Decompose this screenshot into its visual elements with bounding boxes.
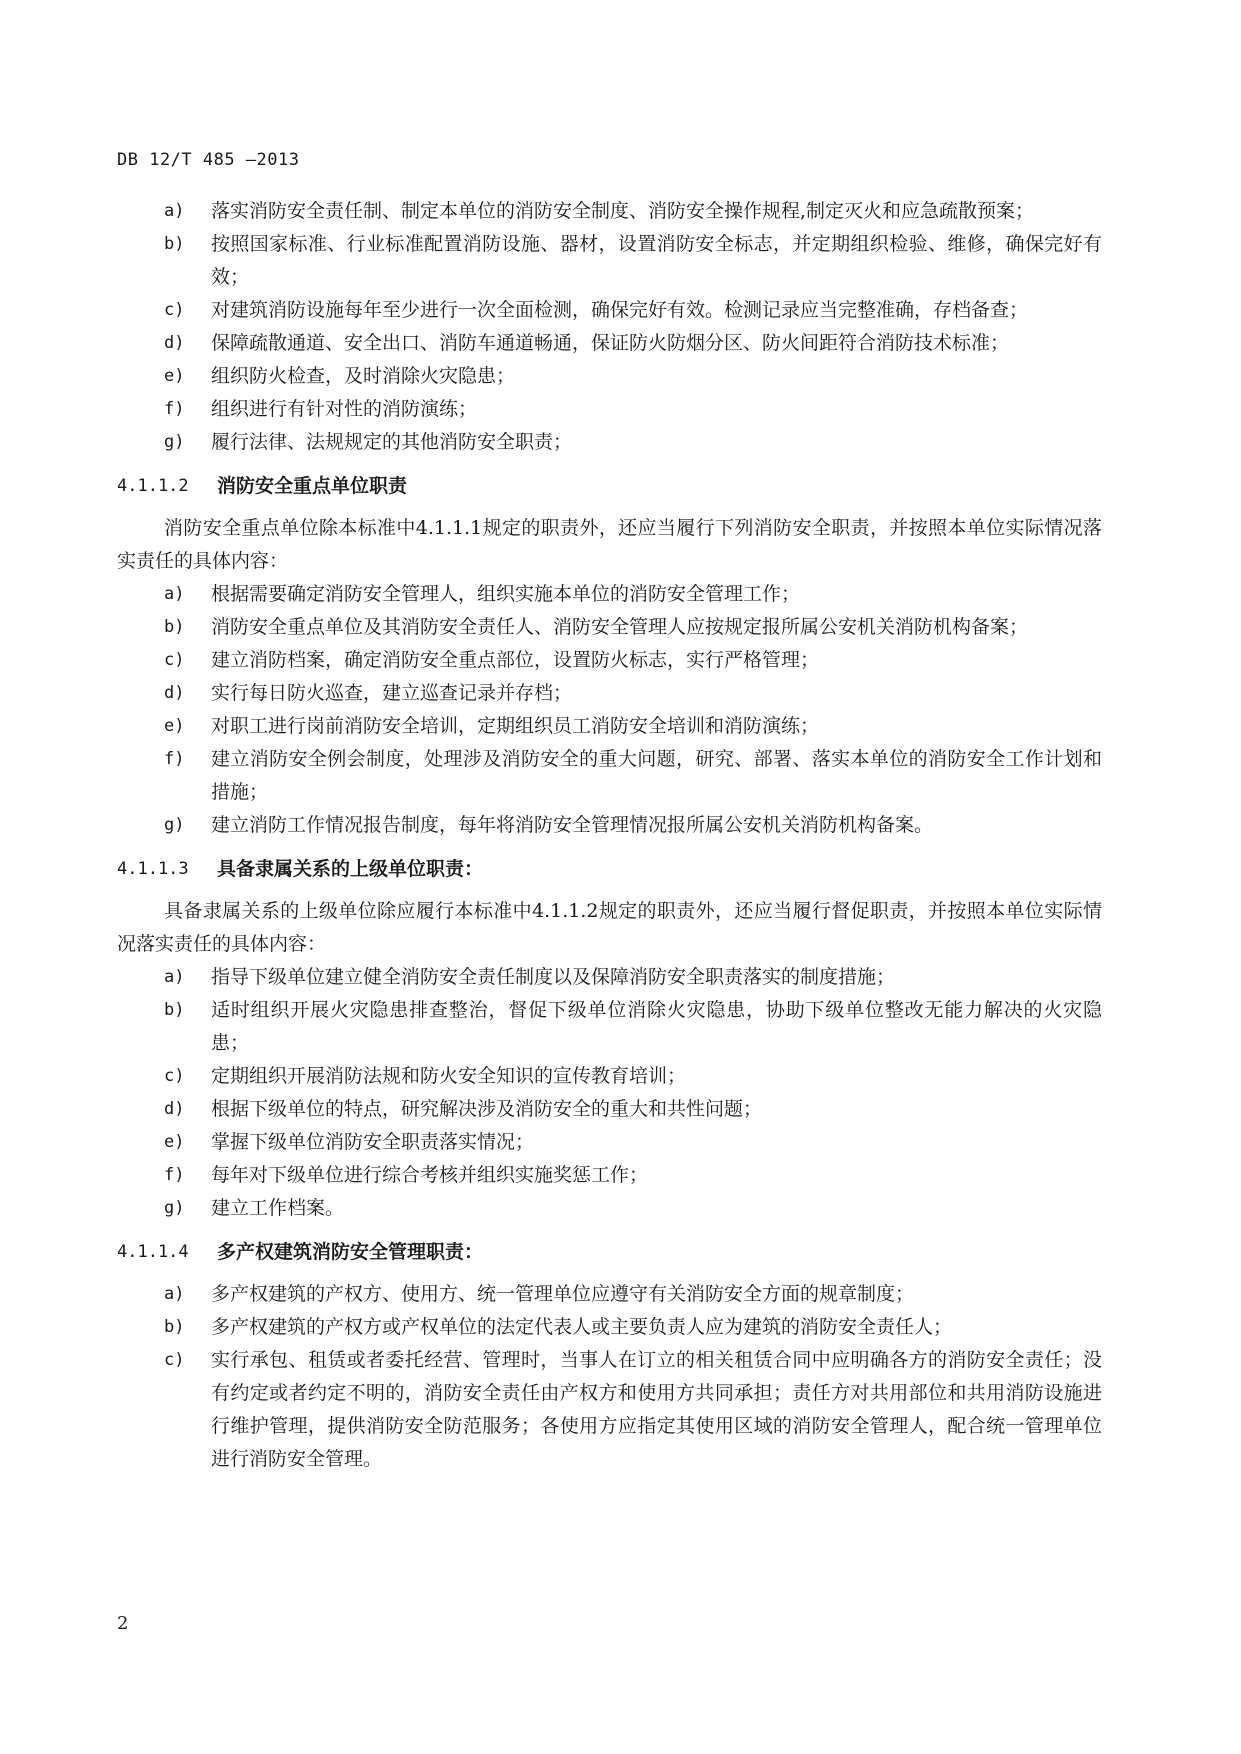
item-label: a) [164, 1284, 185, 1304]
item-text: 对建筑消防设施每年至少进行一次全面检测，确保完好有效。检测记录应当完整准确，存档备查； [211, 299, 1029, 321]
item-label: g) [164, 815, 185, 835]
document-id: DB 12/T 485 —2013 [117, 150, 300, 170]
section-title: 消防安全重点单位职责 [217, 475, 408, 497]
list-item [117, 393, 1102, 426]
item-text: 建立消防工作情况报告制度，每年将消防安全管理情况报所属公安机关消防机构备案。 [211, 814, 934, 836]
list-section-2 [117, 578, 1102, 842]
list-item [117, 961, 1102, 994]
section-heading-4-1-1-4 [117, 1236, 1102, 1269]
item-label: c) [164, 650, 185, 670]
section-title: 多产权建筑消防安全管理职责： [217, 1241, 484, 1263]
list-item [117, 1093, 1102, 1126]
list-item [117, 1060, 1102, 1093]
section-number: 4.1.1.3 [117, 859, 189, 879]
list-item [117, 611, 1102, 644]
list-item [117, 1278, 1102, 1311]
list-item [117, 1311, 1102, 1344]
list-item [117, 1344, 1102, 1476]
item-text: 掌握下级单位消防安全职责落实情况； [211, 1131, 535, 1153]
item-label: a) [164, 584, 185, 604]
list-item [117, 327, 1102, 360]
item-label: b) [164, 617, 185, 637]
item-label: e) [164, 366, 185, 386]
item-label: c) [164, 1066, 185, 1086]
page-number: 2 [117, 1613, 129, 1634]
item-text: 组织防火检查，及时消除火灾隐患； [211, 365, 516, 387]
section-intro: 具备隶属关系的上级单位除应履行本标准中4.1.1.2规定的职责外，还应当履行督促职责，并按照本单位实际情况落实责任的具体内容： [117, 900, 1102, 955]
item-text: 每年对下级单位进行综合考核并组织实施奖惩工作； [211, 1164, 649, 1186]
item-label: b) [164, 1000, 185, 1020]
list-item [117, 644, 1102, 677]
item-label: g) [164, 432, 185, 452]
item-text: 根据下级单位的特点，研究解决涉及消防安全的重大和共性问题； [211, 1098, 763, 1120]
item-label: g) [164, 1198, 185, 1218]
item-label: a) [164, 967, 185, 987]
item-label: a) [164, 201, 185, 221]
item-label: d) [164, 683, 185, 703]
item-text: 落实消防安全责任制、制定本单位的消防安全制度、消防安全操作规程,制定灭火和应急疏散预案； [211, 200, 1035, 222]
item-text: 组织进行有针对性的消防演练； [211, 398, 478, 420]
list-item [117, 809, 1102, 842]
list-top [117, 195, 1102, 459]
section-number: 4.1.1.4 [117, 1242, 189, 1262]
item-label: d) [164, 333, 185, 353]
item-text: 建立工作档案。 [211, 1197, 345, 1219]
item-text: 保障疏散通道、安全出口、消防车通道畅通，保证防火防烟分区、防火间距符合消防技术标准； [211, 332, 1010, 354]
item-text: 建立消防档案，确定消防安全重点部位，设置防火标志，实行严格管理； [211, 649, 820, 671]
list-item [117, 1159, 1102, 1192]
list-item [117, 743, 1102, 809]
item-label: b) [164, 1317, 185, 1337]
item-label: f) [164, 399, 185, 419]
item-label: d) [164, 1099, 185, 1119]
list-item [117, 1126, 1102, 1159]
list-item [117, 294, 1102, 327]
item-label: b) [164, 234, 185, 254]
list-item [117, 677, 1102, 710]
item-text: 按照国家标准、行业标准配置消防设施、器材，设置消防安全标志，并定期组织检验、维修，确保完好有效； [211, 233, 1102, 288]
section-intro: 消防安全重点单位除本标准中4.1.1.1规定的职责外，还应当履行下列消防安全职责，并按照本单位实际情况落实责任的具体内容： [117, 517, 1102, 572]
item-label: f) [164, 1165, 185, 1185]
item-label: c) [164, 1350, 185, 1370]
section-number: 4.1.1.2 [117, 476, 189, 496]
item-label: e) [164, 1132, 185, 1152]
list-item [117, 710, 1102, 743]
item-text: 建立消防安全例会制度，处理涉及消防安全的重大问题，研究、部署、落实本单位的消防安全工作计划和措施； [211, 748, 1102, 803]
list-item [117, 228, 1102, 294]
item-text: 实行承包、租赁或者委托经营、管理时，当事人在订立的相关租赁合同中应明确各方的消防安全责任；没有约定或者约定不明的，消防安全责任由产权方和使用方共同承担；责任方对共用部位和共用消防设施进行维护管理，提供消防安全防范服务；各使用方应指定其使用区域的消防安全管理人，配合统一管理单位进行消防安全管理。 [211, 1349, 1102, 1470]
list-item [117, 994, 1102, 1060]
item-text: 对职工进行岗前消防安全培训，定期组织员工消防安全培训和消防演练； [211, 715, 820, 737]
item-text: 实行每日防火巡查，建立巡查记录并存档； [211, 682, 573, 704]
item-text: 消防安全重点单位及其消防安全责任人、消防安全管理人应按规定报所属公安机关消防机构备案； [211, 616, 1029, 638]
list-section-4 [117, 1278, 1102, 1476]
item-text: 指导下级单位建立健全消防安全责任制度以及保障消防安全职责落实的制度措施； [211, 966, 896, 988]
item-label: f) [164, 749, 185, 769]
item-text: 多产权建筑的产权方、使用方、统一管理单位应遵守有关消防安全方面的规章制度； [211, 1283, 915, 1305]
list-item [117, 195, 1102, 228]
list-item [117, 426, 1102, 459]
section-heading-4-1-1-3 [117, 853, 1102, 886]
item-text: 根据需要确定消防安全管理人，组织实施本单位的消防安全管理工作； [211, 583, 801, 605]
section-title: 具备隶属关系的上级单位职责： [217, 858, 484, 880]
list-section-3 [117, 961, 1102, 1225]
item-text: 多产权建筑的产权方或产权单位的法定代表人或主要负责人应为建筑的消防安全责任人； [211, 1316, 953, 1338]
list-item [117, 360, 1102, 393]
section-heading-4-1-1-2 [117, 470, 1102, 503]
list-item [117, 578, 1102, 611]
item-label: c) [164, 300, 185, 320]
document-body [117, 195, 1102, 1476]
item-text: 履行法律、法规规定的其他消防安全职责； [211, 431, 573, 453]
item-label: e) [164, 716, 185, 736]
item-text: 定期组织开展消防法规和防火安全知识的宣传教育培训； [211, 1065, 687, 1087]
list-item [117, 1192, 1102, 1225]
item-text: 适时组织开展火灾隐患排查整治，督促下级单位消除火灾隐患，协助下级单位整改无能力解决的火灾隐患； [211, 999, 1102, 1054]
